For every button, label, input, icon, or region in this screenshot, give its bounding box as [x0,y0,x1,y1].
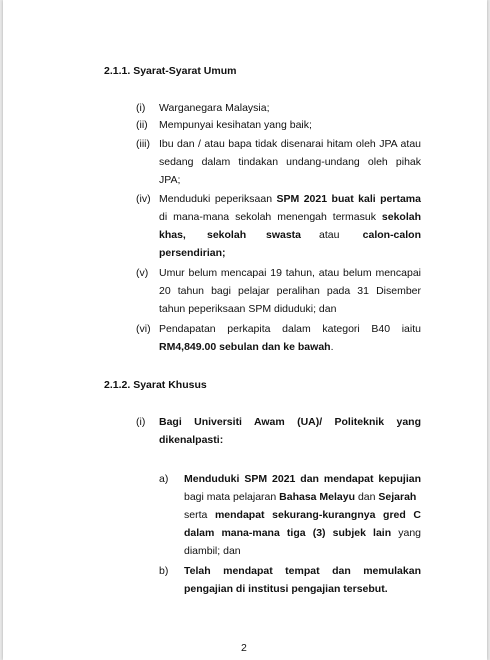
item-number: (iv) [136,193,151,205]
sub-item-text: serta mendapat sekurang-kurangnya gred C [184,509,421,521]
item-number: (vi) [136,323,151,335]
document-page: 2.1.1. Syarat-Syarat Umum (i) Warganegara Malaysia; (ii) Mempunyai kesihatan yang baik; (iii) Ibu dan / atau bapa tidak disenarai hitam oleh JPA atau sedang dalam tindakan undang-undang oleh pihak JPA; (iv) Menduduki peperiksaan SPM 2021 buat kali pertama di mana-mana sekolah menengah termasuk sekolah khas, sekolah swasta atau calon-calon persendirian; (v) Umur belum mencapai 19 tahun, atau belum mencapai 20 tahun bagi pelajar peralihan pada 31 Disember tahun peperiksaan SPM diduduki; dan (vi) Pendapatan perkapita dalam kategori B40 iaitu RM4,849.00 sebulan dan ke bawah. 2.1.2. Syarat Khusus (i) Bagi Universiti Awam (UA)/ Politeknik yang dikenalpasti: a) Menduduki SPM 2021 dan mendapat kepujian bagi mata pelajaran Bahasa Melayu dan Sejarah serta mendapat sekurang-kurangnya gred C dalam mana-mana tiga (3) subjek lain yang diambil; dan b) Telah mendapat tempat dan memulakan pengajian di institusi pengajian tersebut. 2 [3,0,487,660]
item-text: Bagi Universiti Awam (UA)/ Politeknik yang [159,416,421,428]
item-text: RM4,849.00 sebulan dan ke bawah. [159,341,334,353]
item-number: (iii) [136,138,150,150]
sub-item-letter: a) [159,473,169,485]
item-text: JPA; [159,174,181,186]
sub-item-text: Menduduki SPM 2021 dan mendapat kepujian [184,473,421,485]
item-text: di mana-mana sekolah menengah termasuk sekolah [159,211,421,223]
item-text: 20 tahun bagi pelajar peralihan pada 31 Disember [159,285,421,297]
sub-item-text: diambil; dan [184,545,241,557]
page-number: 2 [241,642,247,654]
sub-item-letter: b) [159,565,169,577]
item-text: Warganegara Malaysia; [159,102,270,114]
item-number: (v) [136,267,149,279]
section-heading-umum: 2.1.1. Syarat-Syarat Umum [104,65,237,77]
item-text: tahun peperiksaan SPM diduduki; dan [159,303,337,315]
item-number: (ii) [136,119,148,131]
item-text: Mempunyai kesihatan yang baik; [159,119,312,131]
item-text: persendirian; [159,247,226,259]
item-text: Umur belum mencapai 19 tahun, atau belum mencapai [159,267,421,279]
item-text: sedang dalam tindakan undang-undang oleh pihak [159,156,421,168]
item-number: (i) [136,416,146,428]
item-text: dikenalpasti: [159,434,224,446]
section-heading-khusus: 2.1.2. Syarat Khusus [104,379,207,391]
item-number: (i) [136,102,146,114]
sub-item-text: dalam mana-mana tiga (3) subjek lain yang [184,527,422,539]
item-text: Ibu dan / atau bapa tidak disenarai hitam oleh JPA atau [159,138,421,150]
sub-item-text: pengajian di institusi pengajian tersebut. [184,583,388,595]
item-text: Pendapatan perkapita dalam kategori B40 iaitu [159,323,421,335]
sub-item-text: Telah mendapat tempat dan memulakan [184,565,421,577]
sub-item-text: bagi mata pelajaran Bahasa Melayu dan Sejarah [184,491,417,503]
item-text: Menduduki peperiksaan SPM 2021 buat kali pertama [159,193,421,205]
